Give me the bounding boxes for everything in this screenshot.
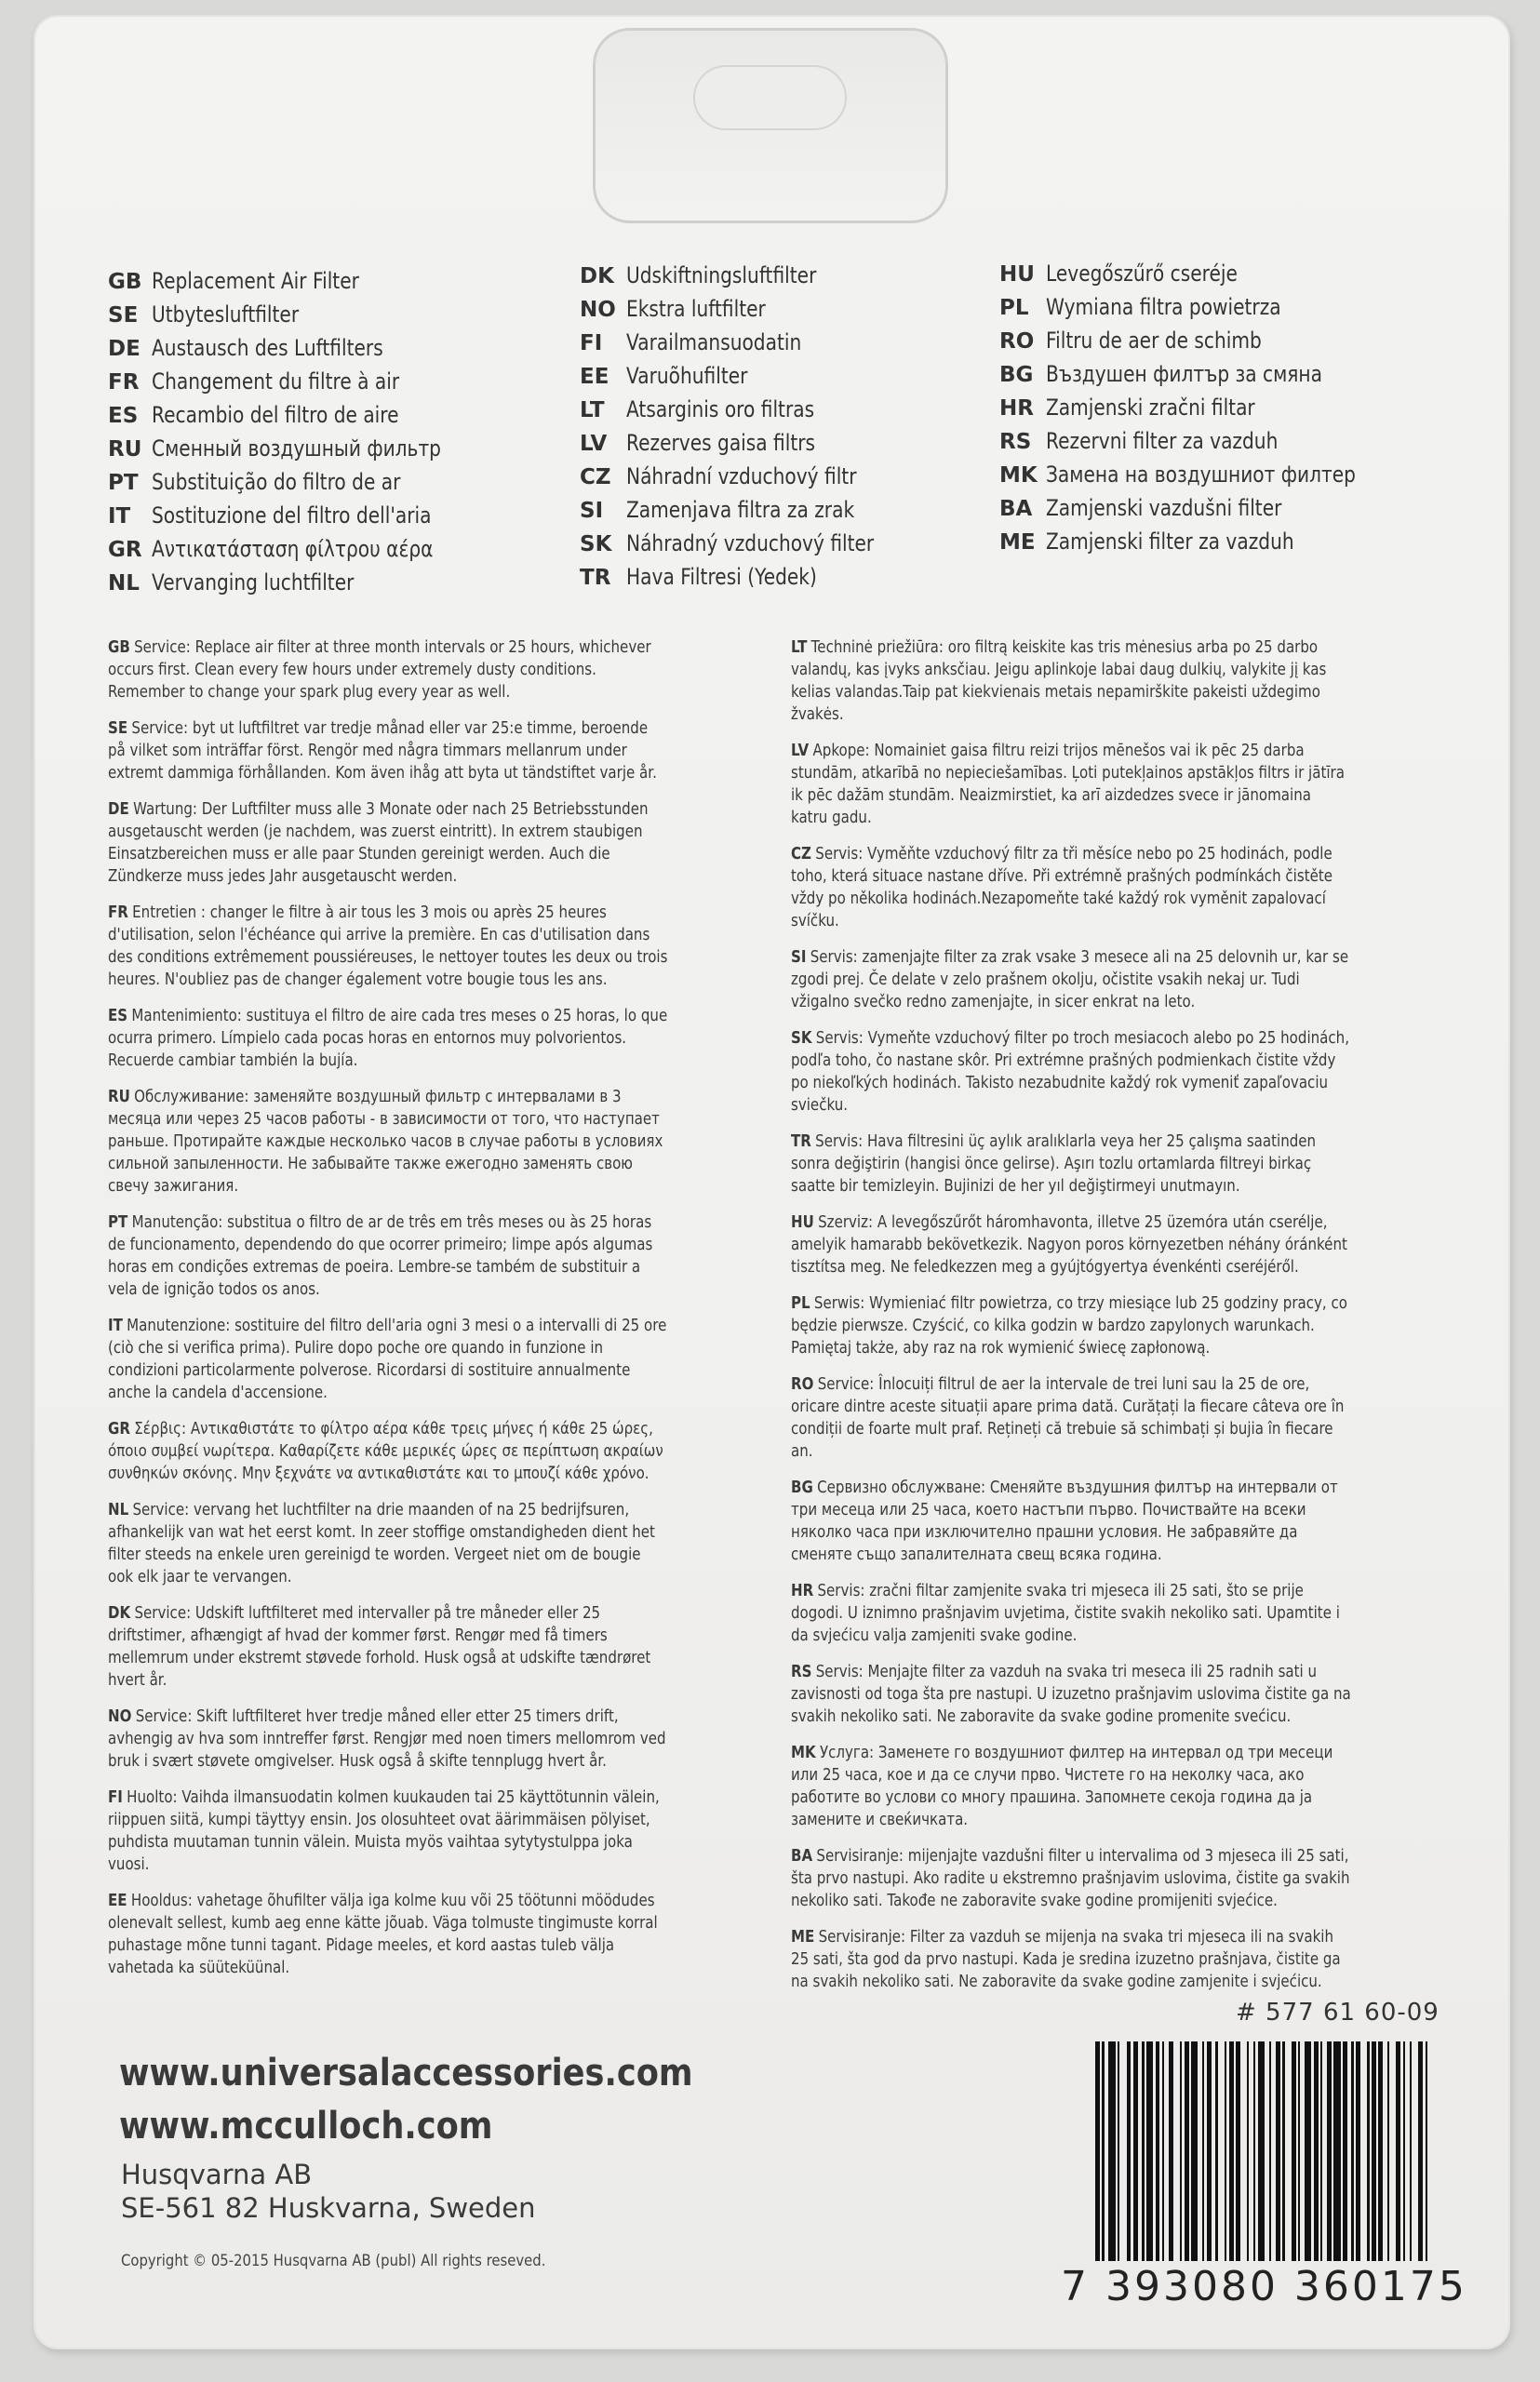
barcode-bar <box>1427 2041 1432 2261</box>
service-text: Сервизно обслужване: Сменяйте въздушния филтър на интервали от три месеца или 25 часа, което настъпи първо. Почиствайте на всеки няколко часа при изключително прашни условия. Не забравяйте да сменяте също запалителната свещ всяка година. <box>791 1479 1338 1564</box>
language-code: FR <box>108 370 140 395</box>
barcode-bar <box>1173 2041 1180 2261</box>
title-column-1 <box>108 268 496 603</box>
service-instruction-text <box>791 1661 1351 1728</box>
service-text: Entretien : changer le filtre à air tous les 3 mois ou après 25 heures d'utilisation, selon l'échéance qui arrive la première. En cas d'utilisation dans des conditions extrêmement poussiéreuses, le nettoyer toutes les deux ou trois heures. N'oubliez pas de changer également votre bougie tous les ans. <box>108 903 668 989</box>
service-text: Service: Înlocuiți filtrul de aer la intervale de trei luni sau la 25 de ore, oricare dintre aceste situații apare prima dată. Curățați la fiecare câteva ore în condiții de foarte mult praf. Rețineți că trebuie să schimbați și bujia în fiecare an. <box>791 1375 1345 1461</box>
service-instruction-text <box>791 1292 1351 1359</box>
language-title: Náhradní vzduchový filtr <box>626 463 857 489</box>
language-title: Zamenjava filtra za zrak <box>626 497 855 523</box>
language-code: CZ <box>580 465 611 489</box>
language-title-row <box>580 430 921 463</box>
language-title: Rezerves gaisa filtrs <box>626 430 816 456</box>
language-code: BG <box>999 363 1034 387</box>
language-title-row <box>999 328 1414 361</box>
language-code: EE <box>108 1892 127 1910</box>
service-text: Manutenzione: sostituire del filtro dell'aria ogni 3 mesi o a intervalli di 25 ore (ciò che si verifica prima). Pulire dopo poche ore quando in funzione in condizioni particolarmente polverose. Ricordarsi di sostituire annualmente anche la candela d'accensione. <box>108 1317 667 1402</box>
service-instruction-text <box>108 1086 668 1198</box>
service-text: Servis: Vymeňte vzduchový filter po troch mesiacoch alebo po 25 hodinách, podľa toho, čo nastane skôr. Pri extrémne prašných podmienkach čistite vždy po niekoľkých hodinách. Takisto nezabudnite každý rok vymeniť zapaľovaciu sviečku. <box>791 1029 1349 1115</box>
language-code: ES <box>108 404 139 428</box>
language-code: NO <box>580 298 616 322</box>
language-code: DK <box>108 1604 131 1623</box>
service-instruction <box>791 1477 1349 1566</box>
language-title-row <box>999 529 1414 562</box>
service-instruction-text <box>791 1742 1351 1831</box>
language-code: PL <box>999 296 1029 320</box>
service-instruction <box>108 1315 666 1404</box>
service-instruction-text <box>791 1373 1351 1463</box>
service-instruction <box>791 1580 1349 1647</box>
barcode-bar <box>1146 2041 1153 2261</box>
service-instruction-text <box>108 902 668 991</box>
language-title-row <box>108 502 496 536</box>
service-text: Serwis: Wymieniać filtr powietrza, co trzy miesiące lub 25 godziny pracy, co będzie pierwsze. Czyścić, co kilka godzin w bardzo zapylonych warunkach. Pamiętaj także, aby raz na rok wymienić świecę zapłonową. <box>791 1294 1347 1358</box>
language-title-row <box>580 329 921 363</box>
barcode-bar <box>1333 2041 1340 2261</box>
language-code: MK <box>791 1744 816 1762</box>
language-code: HR <box>791 1582 814 1600</box>
language-title: Levegőszűrő cseréje <box>1046 261 1238 287</box>
barcode-bar <box>1240 2041 1247 2261</box>
service-instruction <box>791 1131 1349 1198</box>
service-text: Mantenimiento: sustituya el filtro de aire cada tres meses o 25 horas, lo que ocurra primero. Límpielo cada pocas horas en entornos muy polvorientos. Recuerde cambiar también la bujía. <box>108 1007 668 1070</box>
language-title-row <box>999 495 1414 529</box>
language-code: BA <box>791 1847 813 1866</box>
language-code: PT <box>108 1213 128 1232</box>
language-code: SE <box>108 719 128 738</box>
service-instruction <box>108 1211 666 1301</box>
language-title-row <box>999 294 1414 328</box>
service-instruction-text <box>791 843 1351 932</box>
language-title: Αντικατάσταση φίλτρου αέρα <box>152 536 434 562</box>
service-text: Servis: Menjajte filter za vazduh na svaka tri meseca ili 25 radnih sati u zavisnosti od toga šta pre nastupi. U izuzetno prašnjavim uslovima čistite ga na svakih nekoliko sati. Ne zaboravite da svake godine promenite svećicu. <box>791 1663 1351 1726</box>
language-title: Ekstra luftfilter <box>626 296 766 322</box>
euro-slot <box>693 65 847 130</box>
service-instruction <box>791 946 1349 1013</box>
language-title-row <box>999 395 1414 428</box>
language-code: GB <box>108 638 130 657</box>
language-code: LT <box>791 638 808 657</box>
language-title: Zamjenski vazdušni filter <box>1046 495 1282 521</box>
language-title: Varuõhufilter <box>626 363 748 389</box>
service-text: Σέρβις: Αντικαθιστάτε το φίλτρο αέρα κάθε τρεις μήνες ή κάθε 25 ώρες, όποιο συμβεί νωρίτερα. Καθαρίζετε κάθε μερικές ώρες σε περίπτωση ακραίων συνθηκών σκόνης. Μην ξεχνάτε να αντικαθιστάτε και το μπουζί κάθε χρόνο. <box>108 1420 663 1483</box>
language-title: Zamjenski filter za vazduh <box>1046 529 1294 555</box>
service-text: Услуга: Заменете го воздушниот филтер на интервал од три месеци или 25 часа, кое и да се случи прво. Чистете го на неколку часа, ако работите во услови со многу прашина. Запомнете секоја година да ја замените и свеќичката. <box>791 1744 1333 1829</box>
service-instruction-text <box>108 1706 668 1773</box>
language-code: ME <box>999 530 1036 555</box>
language-title: Austausch des Luftfilters <box>152 335 383 361</box>
language-title: Varailmansuodatin <box>626 329 802 355</box>
service-instruction <box>791 1211 1349 1278</box>
service-instruction <box>108 1706 666 1773</box>
language-code: GR <box>108 538 142 562</box>
language-code: NL <box>108 1501 129 1519</box>
service-instruction <box>108 1890 666 1979</box>
language-title: Rezervni filter za vazduh <box>1046 428 1279 454</box>
language-title-row <box>580 530 921 564</box>
part-number: # 577 61 60-09 <box>1236 1999 1440 2027</box>
service-instruction-text <box>791 1027 1351 1117</box>
language-title-row <box>108 368 496 402</box>
service-text: Techninė priežiūra: oro filtrą keiskite kas tris mėnesius arba po 25 darbo valandų, kas įvyks anksčiau. Jeigu aplinkoje labai daug dulkių, valykite jį kas kelias valandas.Taip pat kiekvienais metais nepamirškite pakeisti uždegimo žvakės. <box>791 638 1327 724</box>
language-title: Recambio del filtro de aire <box>152 402 399 428</box>
language-code: LV <box>791 742 810 760</box>
language-title: Hava Filtresi (Yedek) <box>626 564 817 590</box>
service-text: Apkope: Nomainiet gaisa filtru reizi trijos mēnešos vai ik pēc 25 darba stundām, atkarībā no nepieciešamības. Ļoti putekļainos apstākļos filtrs ir jātīra ik pēc dažām stundām. Neaizmirstiet, ka arī aizdedzes svece ir jānomaina katru gadu. <box>791 742 1345 827</box>
service-instruction <box>108 1499 666 1588</box>
service-instruction-text <box>791 1477 1351 1566</box>
language-title-row <box>580 396 921 430</box>
language-code: RO <box>791 1375 814 1394</box>
language-code: BG <box>791 1479 813 1497</box>
language-title: Náhradný vzduchový filter <box>626 530 875 556</box>
service-instruction <box>108 1005 666 1072</box>
language-title: Filtru de aer de schimb <box>1046 328 1262 354</box>
service-instruction-text <box>108 636 668 703</box>
language-title: Atsarginis oro filtras <box>626 396 815 422</box>
service-text: Servis: Vyměňte vzduchový filtr za tři měsíce nebo po 25 hodinách, podle toho, která situace nastane dříve. Při extrémně prašných podmínkách čistěte vždy po několika hodinách.Nezapomeňte také každý rok vyměnit zapalovací svíčku. <box>791 845 1333 930</box>
service-instruction <box>108 1602 666 1692</box>
barcode-bar <box>1218 2041 1225 2261</box>
language-code: RS <box>999 430 1032 454</box>
language-code: ME <box>791 1928 815 1947</box>
language-title-row <box>108 569 496 603</box>
service-text: Service: byt ut luftfiltret var tredje månad eller var 25:e timme, beroende på vilket som inträffar först. Rengör med några timmars mellanrum under extremt dammiga förhållanden. Kom även ihåg att byta ut tändstiftet varje år. <box>108 719 657 783</box>
language-code: EE <box>580 365 609 389</box>
language-code: MK <box>999 463 1038 488</box>
language-code: HR <box>999 396 1034 421</box>
language-title-row <box>108 469 496 502</box>
language-code: LT <box>580 398 605 422</box>
service-instruction <box>791 1742 1349 1831</box>
barcode-bar <box>1258 2041 1265 2261</box>
service-instruction <box>791 1845 1349 1912</box>
service-text: Service: Replace air filter at three month intervals or 25 hours, whichever occurs first. Clean every few hours under extremely dusty conditions. Remember to change your spark plug every year as well. <box>108 638 651 702</box>
barcode-bar <box>1360 2041 1367 2261</box>
copyright-text: Copyright © 05-2015 Husqvarna AB (publ) All rights reseved. <box>121 2252 546 2269</box>
language-title-row <box>999 462 1414 495</box>
service-instruction-text <box>108 1890 668 1979</box>
language-title-row <box>108 335 496 368</box>
barcode-bar <box>1108 2041 1115 2261</box>
language-title-row <box>999 261 1414 294</box>
barcode-bar <box>1191 2041 1198 2261</box>
service-instruction-text <box>791 1131 1351 1198</box>
language-title-row <box>580 463 921 497</box>
language-title-row <box>108 268 496 301</box>
language-title: Utbytesluftfilter <box>152 301 300 328</box>
language-code: RU <box>108 437 142 462</box>
language-title: Wymiana filtra powietrza <box>1046 294 1281 320</box>
service-text: Service: vervang het luchtfilter na drie maanden of na 25 bedrijfsuren, afhankelijk van wat het eerst komt. In zeer stoffige omstandigheden dient het filter steeds na enkele uren gereinigd te worden. Vergeet niet om de bougie ook elk jaar te vervangen. <box>108 1501 655 1586</box>
service-instruction-text <box>108 1602 668 1692</box>
service-instruction <box>108 1418 666 1485</box>
language-code: DE <box>108 337 141 361</box>
title-column-3 <box>999 261 1414 562</box>
service-instruction-text <box>791 1211 1351 1278</box>
language-code: SE <box>108 303 139 328</box>
language-code: TR <box>791 1132 811 1151</box>
language-title: Replacement Air Filter <box>152 268 359 294</box>
service-text: Szerviz: A levegőszűrőt háromhavonta, illetve 25 üzemóra után cserélje, amelyik hamarabb bekövetkezik. Nagyon poros környezetben néhány óránként tisztítsa meg. Ne feledkezzen meg a gyújtógyertya évenkénti cseréjéről. <box>791 1213 1347 1277</box>
language-code: RU <box>108 1088 130 1106</box>
language-code: FI <box>580 331 603 355</box>
barcode-number: 7 393080 360175 <box>1061 2263 1467 2310</box>
service-text: Servis: Hava filtresini üç aylık aralıklarla veya her 25 çalışma saatinden sonra değiştirin (hangisi önce gelirse). Aşırı tozlu ortamlarda filtreyi birkaç saatte bir temizleyin. Bujinizi de her yıl değiştirmeyi unutmayın. <box>791 1132 1317 1196</box>
website-url-universal: www.universalaccessories.com <box>119 2052 693 2094</box>
service-instruction-text <box>791 1580 1351 1647</box>
service-instruction-text <box>108 1005 668 1072</box>
language-title-row <box>108 402 496 435</box>
language-code: FR <box>108 903 128 922</box>
language-title: Changement du filtre à air <box>152 368 400 395</box>
service-instruction-text <box>791 946 1351 1013</box>
service-text: Servisiranje: Filter za vazduh se mijenja na svaka tri mjeseca ili na svakih 25 sati, šta god da prvo nastupi. Kada je sredina izuzetno prašnjava, čistite ga na svakih nekoliko sati. Ne zaboravite da svake godine zamjenite i svjećicu. <box>791 1928 1341 1991</box>
website-url-mcculloch: www.mcculloch.com <box>119 2105 493 2148</box>
barcode-bar <box>1285 2041 1292 2261</box>
language-code: RS <box>791 1663 812 1681</box>
service-instruction <box>108 1786 666 1876</box>
language-code: LV <box>580 432 608 456</box>
language-code: TR <box>580 566 611 590</box>
language-title-row <box>580 262 921 296</box>
service-instruction <box>108 798 666 888</box>
language-code: HU <box>791 1213 814 1232</box>
language-title: Vervanging luchtfilter <box>152 569 355 596</box>
language-title-row <box>108 435 496 469</box>
service-instruction-text <box>108 1499 668 1588</box>
service-text: Hooldus: vahetage õhufilter välja iga kolme kuu või 25 töötunni möödudes olenevalt sellest, kumb aeg enne kätte jõuab. Väga tolmuste tingimuste korral puhastage mõne tunni tagant. Pidage meeles, et kord aastas tuleb välja vahetada ka süüteküünal. <box>108 1892 658 1977</box>
service-instruction <box>108 636 666 703</box>
language-title-row <box>999 361 1414 395</box>
language-code: SI <box>580 499 604 523</box>
company-address: SE-561 82 Huskvarna, Sweden <box>121 2192 536 2224</box>
service-instruction-text <box>108 717 668 784</box>
language-code: DE <box>108 800 129 819</box>
language-title: Zamjenski zračni filtar <box>1046 395 1255 421</box>
language-title-row <box>999 428 1414 462</box>
service-instruction-text <box>791 1926 1351 1993</box>
service-text: Servisiranje: mijenjajte vazdušni filter u intervalima od 3 mjeseca ili 25 sati, šta prvo nastupi. Ako radite u ekstremno prašnjavim uslovima, čistite ga svakih nekoliko sati. Takođe ne zaboravite svake godine promijeniti svjećice. <box>791 1847 1350 1910</box>
service-column-right <box>791 636 1349 2007</box>
language-title-row <box>580 363 921 396</box>
service-instruction <box>791 1926 1349 1993</box>
language-code: DK <box>580 264 614 288</box>
service-instruction <box>108 902 666 991</box>
language-code: PT <box>108 471 139 495</box>
language-title: Въздушен филтър за смяна <box>1046 361 1322 387</box>
service-instruction <box>791 1373 1349 1463</box>
service-instruction-text <box>108 1786 668 1876</box>
language-title-row <box>108 301 496 335</box>
service-instruction-text <box>108 1211 668 1301</box>
service-instruction <box>791 740 1349 829</box>
service-instruction-text <box>108 1315 668 1404</box>
language-title-row <box>580 497 921 530</box>
language-title: Sostituzione del filtro dell'aria <box>152 502 432 529</box>
language-code: IT <box>108 1317 123 1335</box>
service-text: Service: Skift luftfilteret hver tredje måned eller etter 25 timers drift, avhengig av hva som inntreffer først. Rengjør med noen timers mellomrom ved bruk i svært støvete omgivelser. Husk også å skifte tennplugg hvert år. <box>108 1707 666 1771</box>
barcode-bar <box>1412 2041 1418 2261</box>
title-column-2 <box>580 262 921 597</box>
service-text: Huolto: Vaihda ilmansuodatin kolmen kuukauden tai 25 käyttötunnin välein, riippuen siitä, kumpi täyttyy ensin. Jos olosuhteet ovat äärimmäisen pölyiset, puhdista muutaman tunnin välein. Muista myös vaihtaa sytytystulppa joka vuosi. <box>108 1788 660 1874</box>
language-code: CZ <box>791 845 811 863</box>
service-text: Service: Udskift luftfilteret med intervaller på tre måneder eller 25 driftstimer, afhængigt af hvad der kommer først. Rengør med få timers mellemrum under ekstremt støvede forhold. Husk også at udskifte tændrøret hvert år. <box>108 1604 651 1690</box>
language-code: GB <box>108 270 142 294</box>
language-title: Udskiftningsluftfilter <box>626 262 817 288</box>
language-code: RO <box>999 329 1035 354</box>
language-code: FI <box>108 1788 123 1807</box>
language-title-row <box>108 536 496 569</box>
service-instruction-text <box>108 798 668 888</box>
service-text: Servis: zračni filtar zamjenite svaka tri mjeseca ili 25 sati, što se prije dogodi. U iznimno prašnjavim uvjetima, čistite svakih nekoliko sati. Upamtite i da svjećicu valja zamjeniti svake godine. <box>791 1582 1340 1645</box>
language-code: SI <box>791 948 807 967</box>
language-code: SK <box>791 1029 812 1048</box>
service-text: Wartung: Der Luftfilter muss alle 3 Monate oder nach 25 Betriebsstunden ausgetauscht werden (je nachdem, was zuerst eintritt). In extrem staubigen Einsatzbereichen muss er alle paar Stunden gereinigt werden. Auch die Zündkerze muss jedes Jahr ausgetauscht werden. <box>108 800 649 886</box>
service-instruction-text <box>791 740 1351 829</box>
barcode-bar <box>1119 2041 1126 2261</box>
service-instruction <box>791 636 1349 726</box>
service-text: Обслуживание: заменяйте воздушный фильтр с интервалами в 3 месяца или через 25 часов работы - в зависимости от того, что наступает раньше. Протирайте каждые несколько часов в случае работы в условиях сильной запыленности. Не забывайте также ежегодно заменять свою свечу зажигания. <box>108 1088 663 1196</box>
service-text: Manutenção: substitua o filtro de ar de três em três meses ou às 25 horas de funcionamento, dependendo do que ocorrer primeiro; limpe após algumas horas em condições extremas de poeira. Lembre-se também de substituir a vela de ignição todos os anos. <box>108 1213 653 1299</box>
service-column-left <box>108 636 666 1993</box>
barcode-bar <box>1305 2041 1311 2261</box>
service-instruction <box>791 1661 1349 1728</box>
service-instruction <box>791 843 1349 932</box>
service-instruction <box>791 1292 1349 1359</box>
language-title: Substituição do filtro de ar <box>152 469 401 495</box>
language-title-row <box>580 564 921 597</box>
service-instruction <box>791 1027 1349 1117</box>
service-instruction <box>108 717 666 784</box>
barcode <box>1095 2041 1492 2261</box>
service-instruction-text <box>108 1418 668 1485</box>
company-name: Husqvarna AB <box>121 2159 313 2190</box>
service-instruction-text <box>791 636 1351 726</box>
language-code: PL <box>791 1294 810 1313</box>
language-code: ES <box>108 1007 128 1025</box>
language-title-row <box>580 296 921 329</box>
language-title: Замена на воздушниот филтер <box>1046 462 1356 488</box>
barcode-bar <box>1389 2041 1396 2261</box>
language-title: Сменный воздушный фильтр <box>152 435 441 462</box>
language-code: NL <box>108 571 140 596</box>
service-text: Servis: zamenjajte filter za zrak vsake 3 mesece ali na 25 delovnih ur, kar se zgodi prej. Če delate v zelo prašnem okolju, očistite vsakih nekaj ur. Tudi vžigalno svečko redno zamenjajte, in sicer enkrat na leto. <box>791 948 1349 1011</box>
language-code: IT <box>108 504 131 529</box>
service-instruction <box>108 1086 666 1198</box>
language-code: HU <box>999 262 1035 287</box>
language-code: NO <box>108 1707 132 1726</box>
language-code: GR <box>108 1420 130 1439</box>
language-code: BA <box>999 497 1033 521</box>
service-instruction-text <box>791 1845 1351 1912</box>
language-code: SK <box>580 532 612 556</box>
